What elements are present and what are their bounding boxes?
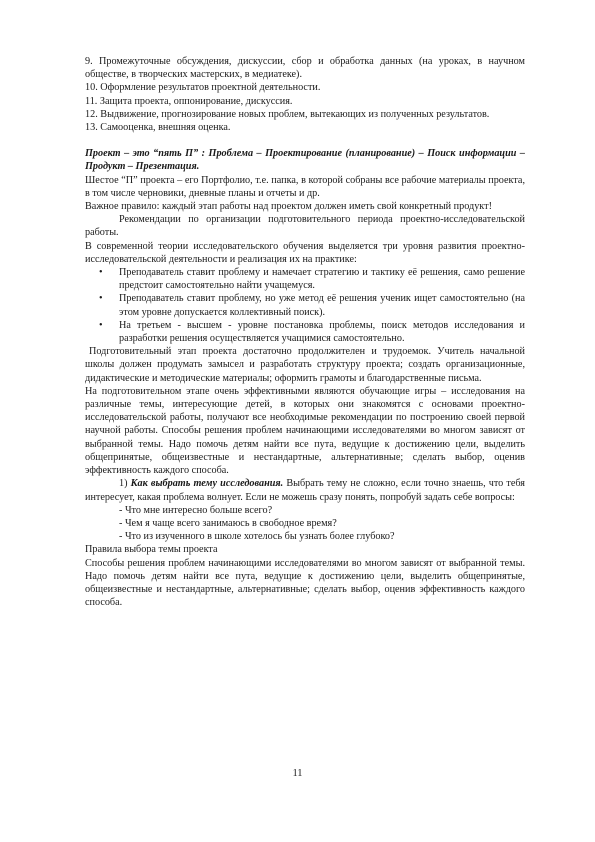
list-item-12: 12. Выдвижение, прогнозирование новых проблем, вытекающих из полученных результатов.	[85, 108, 490, 120]
prep-stage-paragraph: Подготовительный этап проекта достаточно продолжителен и трудоемок. Учитель начальной школы должен продумать замысел и разработать структуру проекта; создать организационные, дидактические и методические материалы; оформить грамоты и благодарственные письма.	[85, 346, 525, 384]
document-page	[85, 55, 525, 609]
rules-paragraph: Способы решения проблем начинающими исследователями во многом зависят от выбранной темы. Надо помочь детям найти все пута, ведущие к достижению цели, выделить общепринятые, общеизвестные и нестандартные, альтернативные; сделать выбор, оценив эффективность каждого способа.	[85, 557, 525, 609]
list-item: - Что из изученного в школе хотелось бы узнать более глубоко?	[119, 531, 395, 543]
list-item: • Преподаватель ставит проблему, но уже метод её решения ученик ищет самостоятельно (на этом уровне допускается коллективный поиск).	[119, 292, 525, 318]
spacer	[85, 134, 525, 147]
five-p-heading: Проект – это “пять П” : Проблема – Проектирование (планирование) – Поиск информации – Продукт – Презентация.	[85, 148, 525, 173]
choose-topic-paragraph	[85, 477, 525, 503]
rules-title: Правила выбора темы проекта	[85, 544, 218, 556]
list-item: • На третьем - высшем - уровне постановка проблемы, поиск методов исследования и разработки решения осуществляется учащимися самостоятельно.	[119, 319, 525, 345]
list-item-13: 13. Самооценка, внешняя оценка.	[85, 122, 231, 134]
important-rule: Важное правило: каждый этап работы над проектом должен иметь свой конкретный продукт!	[85, 201, 492, 213]
list-item-10: 10. Оформление результатов проектной деятельности.	[85, 82, 321, 94]
recommendations-heading: Рекомендации по организации подготовительного периода проектно-исследовательской работы.	[85, 214, 525, 239]
page-number: 11	[292, 768, 303, 779]
list-item: • Преподаватель ставит проблему и намечает стратегию и тактику её решения, само решение предстоит самостоятельно найти учащемуся.	[119, 266, 525, 292]
choose-topic-number: 1)	[119, 478, 131, 490]
list-item-11: 11. Защита проекта, оппонирование, дискуссия.	[85, 95, 293, 107]
list-item: - Чем я чаще всего занимаюсь в свободное время?	[119, 517, 337, 529]
choose-topic-title: Как выбрать тему исследования.	[130, 478, 284, 490]
levels-list	[85, 266, 525, 345]
games-paragraph: На подготовительном этапе очень эффективными являются обучающие игры – исследования на различные темы, интересующие детей, в которых они знакомятся с основами проектно-исследовательской работы, получают все необходимые рекомендации по построению своей первой научной работы. Способы решения проблем начинающими исследователями во многом зависят от выбранной темы. Надо помочь детям найти все пута, ведущие к достижению цели, выделить общепринятые, общеизвестные и нестандартные, альтернативные; сделать выбор, оценив эффективность каждого способа.	[85, 385, 525, 477]
theory-intro: В современной теории исследовательского обучения выделяется три уровня развития проектно-исследовательской деятельности и реализация их на практике:	[85, 240, 525, 265]
questions-list	[85, 504, 525, 544]
sixth-p-paragraph: Шестое “П” проекта – его Портфолио, т.е. папка, в которой собраны все рабочие материалы проекта, в том числе черновики, дневные планы и отчеты и др.	[85, 174, 525, 199]
choose-topic-text: Выбрать тему не сложно, если точно знаешь, что тебя интересует, какая проблема волнует. Если не можешь сразу понять, попробуй задать себе вопросы:	[85, 478, 525, 503]
list-item-9: 9. Промежуточные обсуждения, дискуссии, сбор и обработка данных (на уроках, в научном обществе, в творческих мастерских, в медиатеке).	[85, 56, 525, 81]
list-item: - Что мне интересно больше всего?	[119, 504, 273, 516]
